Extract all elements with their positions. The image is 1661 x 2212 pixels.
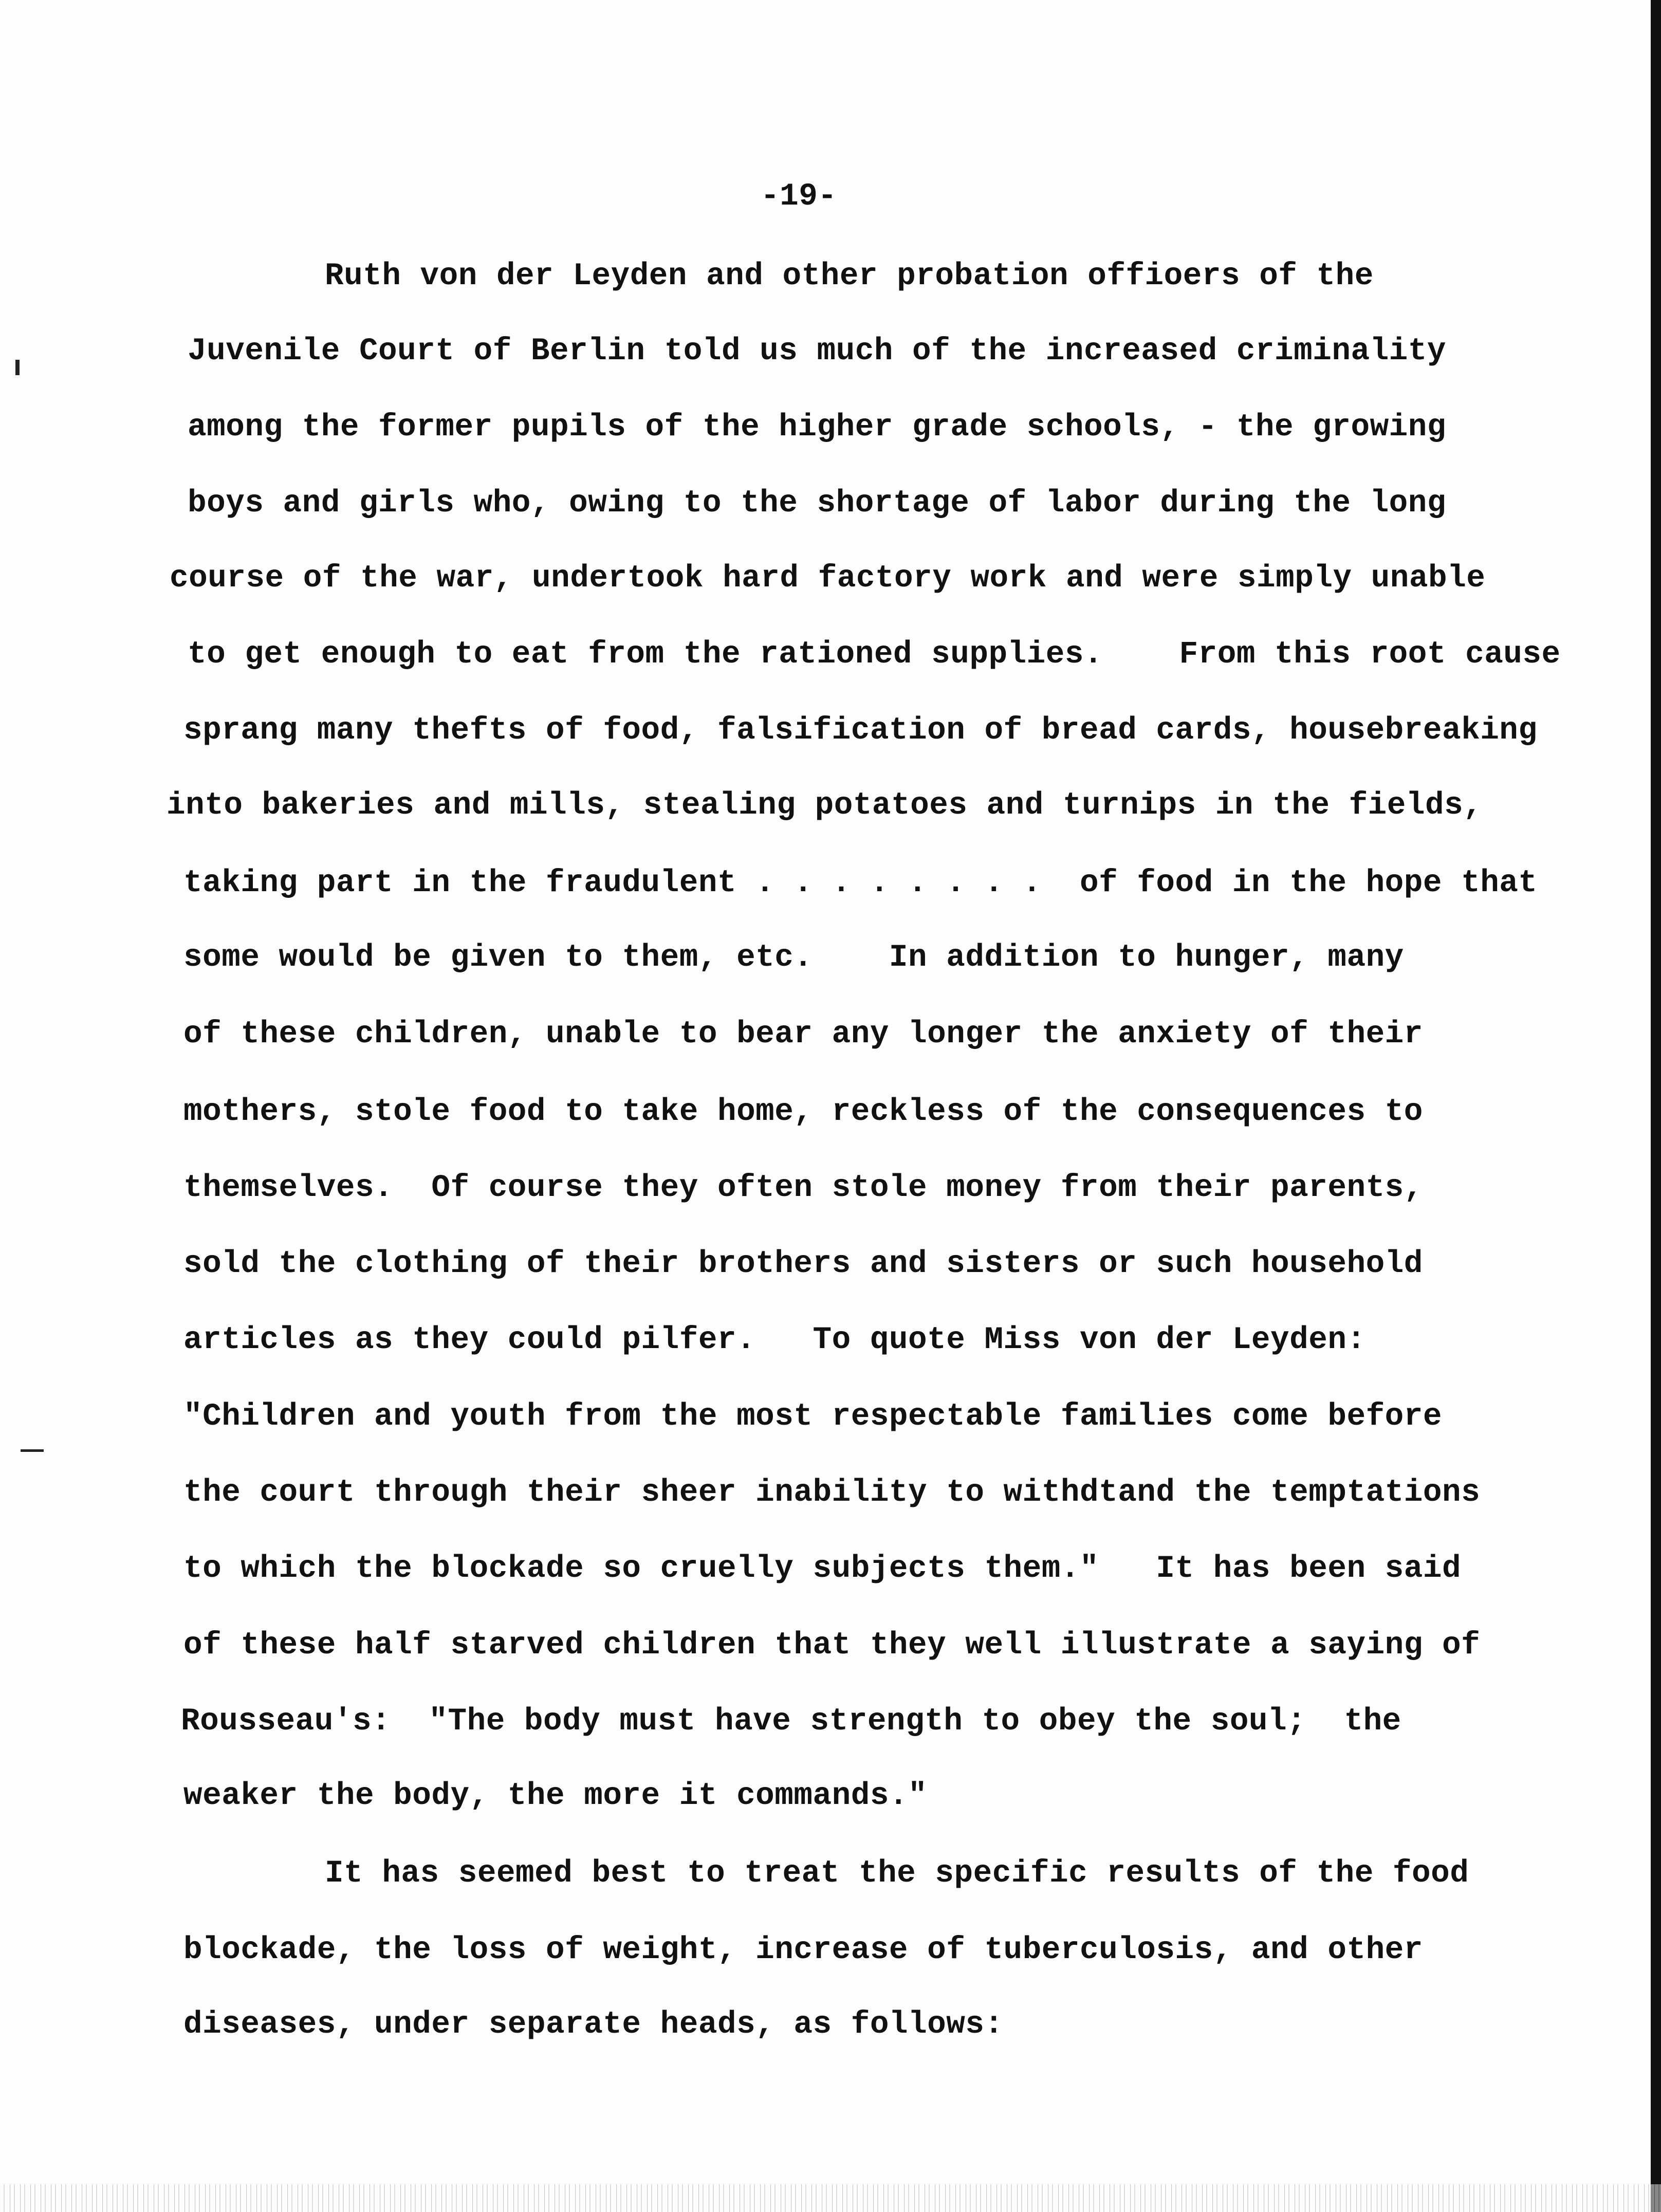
margin-mark [15, 360, 20, 375]
paragraph-2-line: It has seemed best to treat the specific results of the food [325, 1856, 1469, 1891]
paragraph-1-line: themselves. Of course they often stole money from their parents, [183, 1170, 1423, 1206]
paragraph-1-line: weaker the body, the more it commands." [183, 1778, 928, 1814]
paragraph-1-line: mothers, stole food to take home, reckless of the consequences to [183, 1094, 1423, 1130]
paragraph-1-line: into bakeries and mills, stealing potatoes and turnips in the fields, [167, 788, 1483, 823]
paragraph-1-line: taking part in the fraudulent . . . . . . . . of food in the hope that [183, 865, 1538, 901]
paragraph-1-line: of these children, unable to bear any longer the anxiety of their [183, 1017, 1423, 1052]
paragraph-1-line: the court through their sheer inability to withdtand the temptations [183, 1475, 1481, 1510]
paragraph-1-line: Rousseau's: "The body must have strength to obey the soul; the [181, 1704, 1401, 1739]
paragraph-1-line: of these half starved children that they well illustrate a saying of [183, 1628, 1481, 1663]
paragraph-1-line: Juvenile Court of Berlin told us much of the increased criminality [188, 334, 1446, 369]
page-edge-shadow [1651, 0, 1661, 2212]
paragraph-1-line: to which the blockade so cruelly subjects them." It has been said [183, 1551, 1462, 1587]
paragraph-1-line: sprang many thefts of food, falsification of bread cards, housebreaking [183, 713, 1538, 748]
paragraph-1-line: course of the war, undertook hard factory work and were simply unable [170, 561, 1486, 596]
paragraph-1-line: sold the clothing of their brothers and sisters or such household [183, 1246, 1423, 1282]
paragraph-1-line: Ruth von der Leyden and other probation offioers of the [325, 259, 1374, 294]
scan-noise [0, 2184, 1661, 2212]
margin-mark [21, 1449, 44, 1452]
paragraph-1-line: articles as they could pilfer. To quote Miss von der Leyden: [183, 1322, 1366, 1358]
paragraph-1-line: "Children and youth from the most respectable families come before [183, 1399, 1442, 1434]
paragraph-1-line: among the former pupils of the higher grade schools, - the growing [188, 410, 1446, 445]
page-number: -19- [761, 179, 837, 214]
paragraph-2-line: diseases, under separate heads, as follows: [183, 2007, 1004, 2042]
paragraph-1-line: boys and girls who, owing to the shortage of labor during the long [188, 486, 1446, 521]
paragraph-2-line: blockade, the loss of weight, increase of tuberculosis, and other [183, 1932, 1423, 1968]
paragraph-1-line: some would be given to them, etc. In addition to hunger, many [183, 940, 1404, 975]
paragraph-1-line: to get enough to eat from the rationed supplies. From this root cause [188, 637, 1561, 672]
